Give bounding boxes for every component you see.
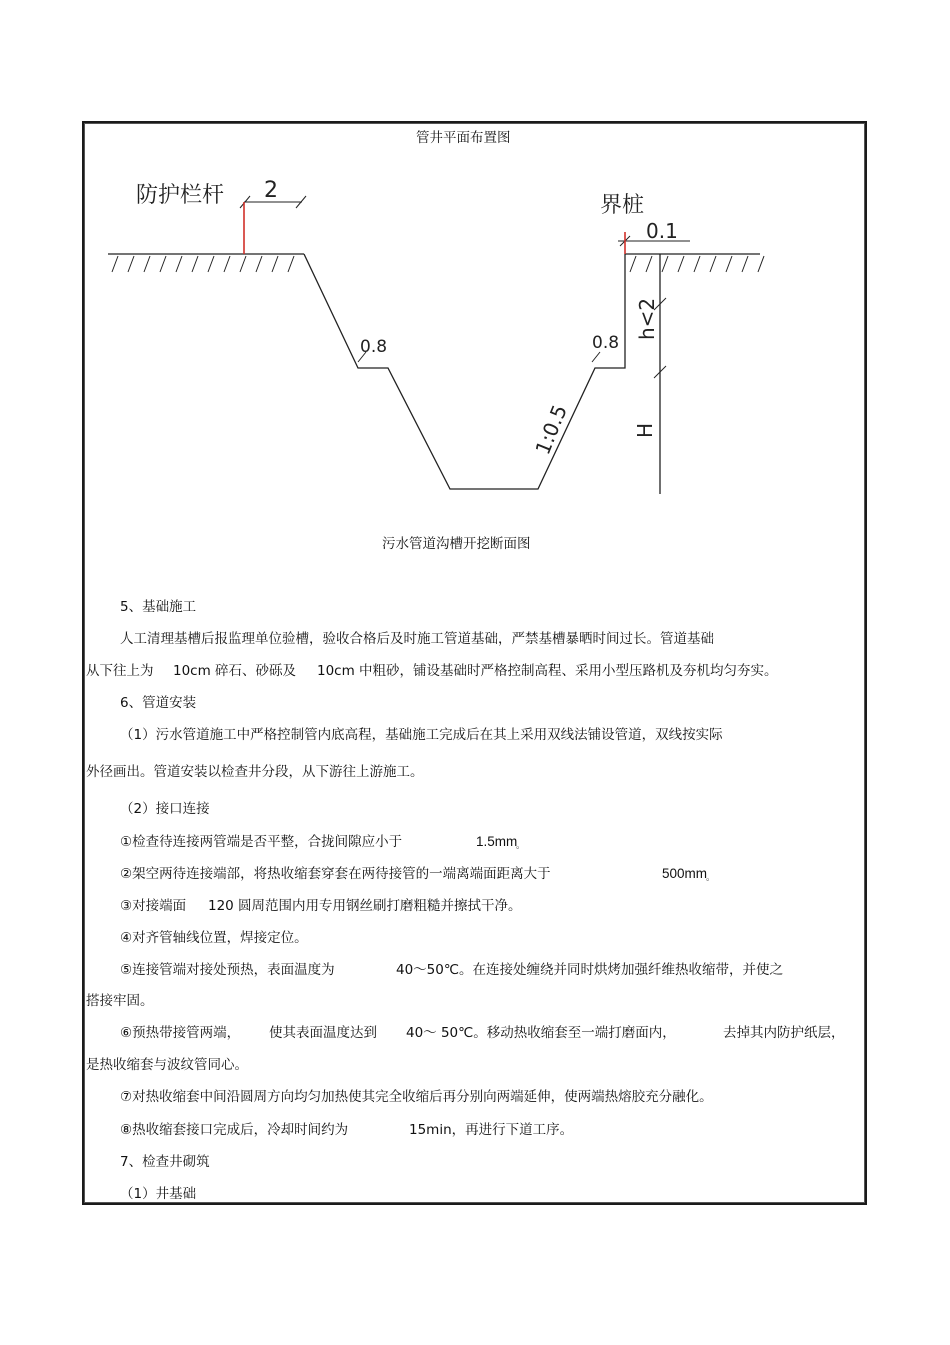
slope-ratio: 1:0.5	[530, 401, 572, 458]
step-2-value: 500mm	[662, 866, 708, 881]
step-3-text: ③对接端面	[120, 898, 187, 914]
step-7-text: ⑦对热收缩套中间沿圆周方向均匀加热使其完全收缩后再分别向两端延伸，使两端热熔胶充分融化。	[120, 1089, 713, 1105]
boundary-distance: 0.1	[646, 219, 678, 243]
section-5-title: 5、基础施工	[120, 599, 197, 615]
diagram-caption: 污水管道沟槽开挖断面图	[382, 536, 531, 552]
step-4-text: ④对齐管轴线位置，焊接定位。	[120, 930, 308, 946]
boundary-label: 界桩	[600, 193, 645, 218]
step-5-rest: 40～50℃。在连接处缠绕并同时烘烤加强纤维热收缩带，并使之	[396, 962, 784, 978]
section-5-para-2c: 10cm 中粗砂，铺设基础时严格控制高程、采用小型压路机及夯机均匀夯实。	[317, 663, 778, 679]
section-6-title: 6、管道安装	[120, 695, 197, 711]
section-6-item-2: （2）接口连接	[120, 801, 210, 817]
step-left-width: 0.8	[360, 337, 388, 357]
section-5-para-2a: 从下往上为	[86, 663, 154, 679]
step-8-text: ⑧热收缩套接口完成后，冷却时间约为	[120, 1122, 349, 1138]
H-depth-label: H	[633, 422, 657, 438]
section-7-title: 7、检查井砌筑	[120, 1154, 210, 1170]
top-title: 管井平面布置图	[416, 130, 511, 146]
section-6-item-1-line-2: 外径画出。管道安装以检查井分段，从下游往上游施工。	[86, 764, 424, 780]
section-7-item-1: （1）井基础	[120, 1186, 197, 1202]
section-5-para-1: 人工清理基槽后报监理单位验槽，验收合格后及时施工管道基础，严禁基槽暴晒时间过长。管道基础	[120, 631, 714, 647]
step-5-line-2: 搭接牢固。	[86, 993, 154, 1009]
step-right-width: 0.8	[592, 333, 620, 353]
step-1-end: 。	[516, 841, 526, 851]
step-6-part-c: 40～ 50℃。移动热收缩套至一端打磨面内，	[406, 1025, 676, 1041]
h-depth-label: h<2	[635, 297, 659, 340]
step-5-text: ⑤连接管端对接处预热，表面温度为	[120, 962, 335, 978]
railing-label: 防护栏杆	[136, 183, 225, 208]
step-1-value: 1.5mm	[476, 834, 518, 849]
step-2-end: 。	[706, 873, 716, 883]
step-1-text: ①检查待连接两管端是否平整，合拢间隙应小于	[120, 834, 403, 850]
step-6-line-2: 是热收缩套与波纹管同心。	[86, 1057, 248, 1073]
step-2-text: ②架空两待连接端部，将热收缩套穿套在两待接管的一端离端面距离大于	[120, 866, 551, 882]
section-5-para-2b: 10cm 碎石、砂砾及	[173, 663, 297, 679]
step-3-rest: 120 圆周范围内用专用钢丝刷打磨粗糙并擦拭干净。	[208, 898, 522, 914]
step-6-part-b: 使其表面温度达到	[269, 1025, 377, 1041]
step-6-part-d: 去掉其内防护纸层，	[723, 1025, 845, 1041]
railing-distance: 2	[264, 178, 278, 203]
section-6-item-1-line-1: （1）污水管道施工中严格控制管内底高程，基础施工完成后在其上采用双线法铺设管道，双线按实际	[120, 727, 723, 743]
step-6-text: ⑥预热带接管两端，	[120, 1025, 241, 1041]
step-8-rest: 15min，再进行下道工序。	[409, 1122, 574, 1138]
